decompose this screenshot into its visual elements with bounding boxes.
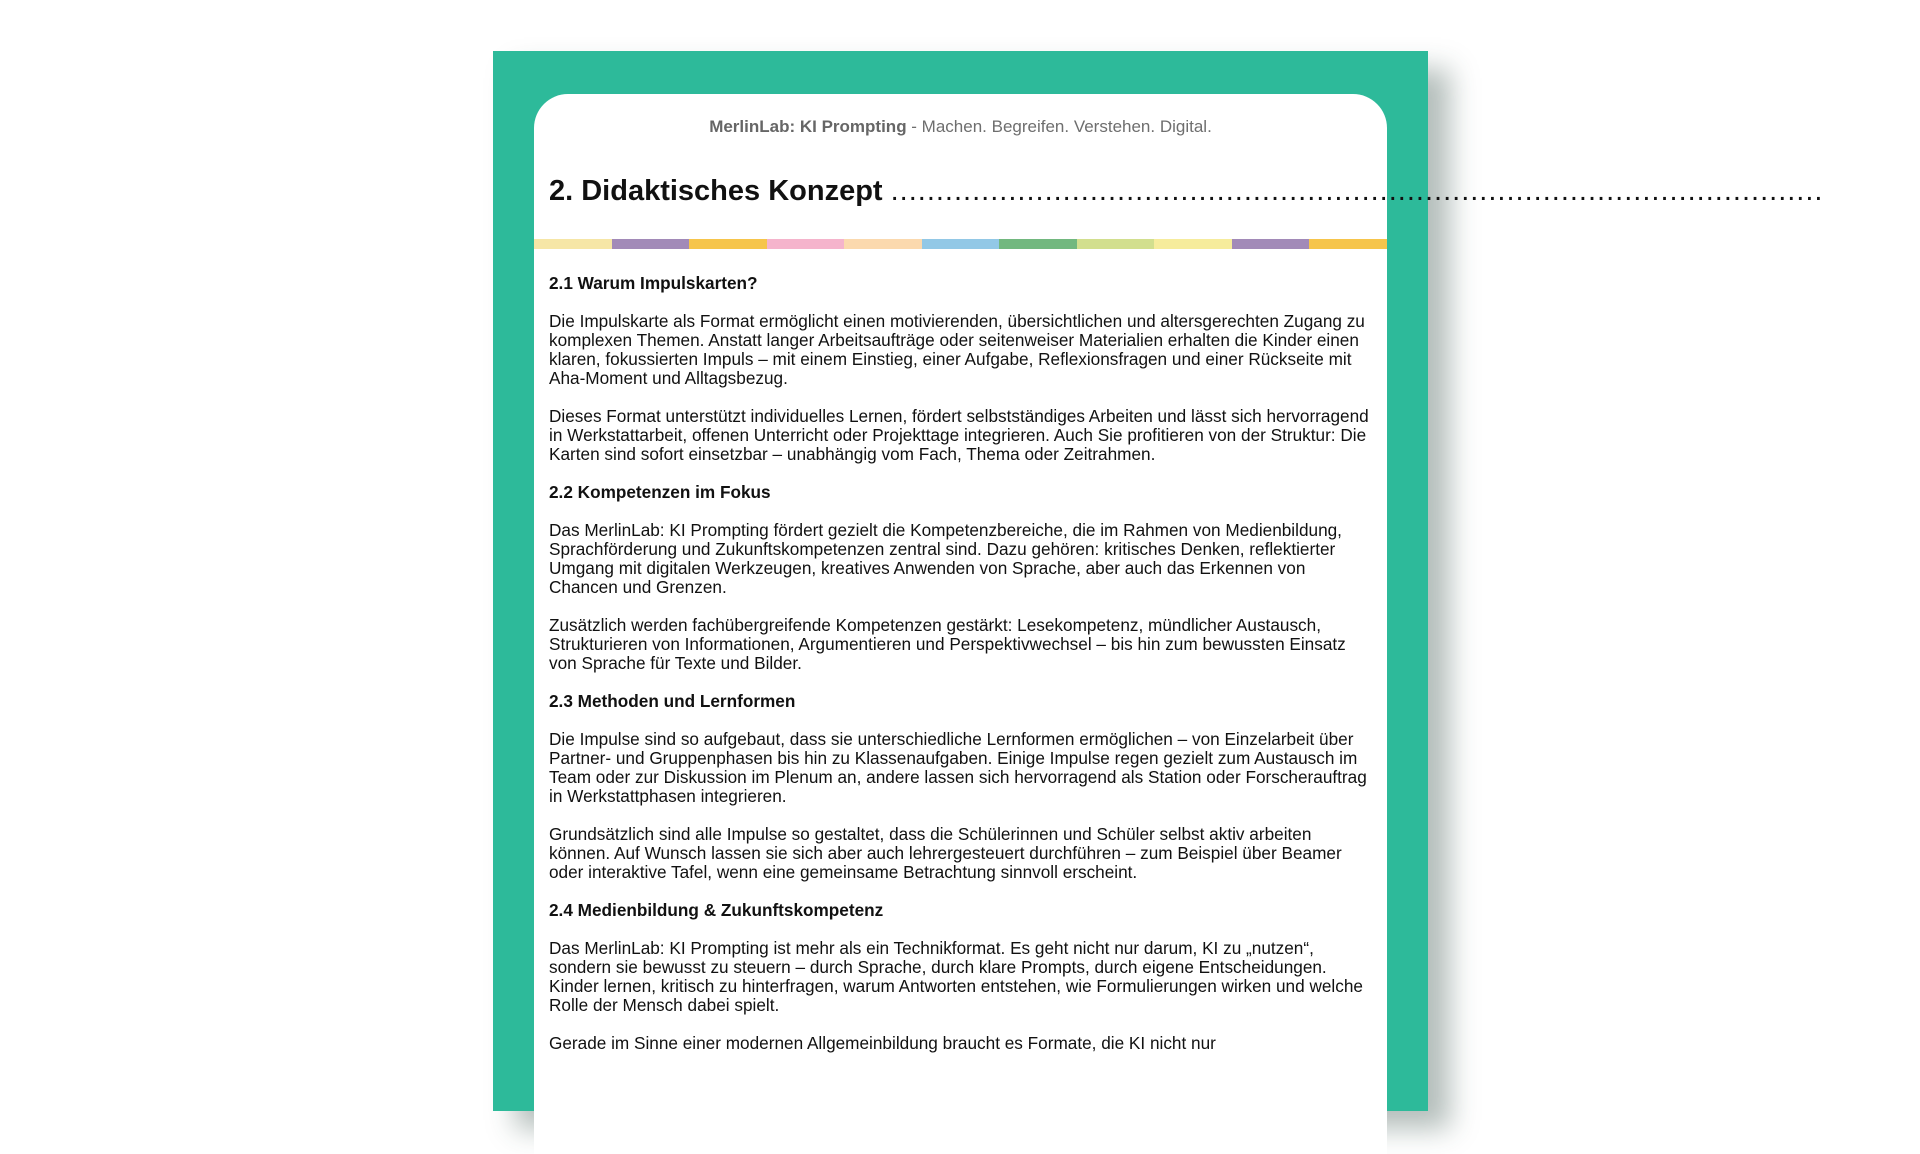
stripe-segment — [999, 239, 1077, 249]
stripe-segment — [922, 239, 1000, 249]
stripe-segment — [612, 239, 690, 249]
paragraph: Die Impulse sind so aufgebaut, dass sie unterschiedliche Lernformen ermöglichen – von Einzelarbeit über Partner- und Gruppenphasen bis hin zu Klassenaufgaben. Einige Impulse regen gezielt zum Austausch im Team oder zur Diskussion im Plenum an, andere lassen sich hervorragend als Station oder Forscherauftrag in Werkstattphasen integrieren. — [549, 729, 1367, 806]
subsection-heading-2-4: 2.4 Medienbildung & Zukunftskompetenz — [549, 900, 884, 920]
stripe-segment — [767, 239, 845, 249]
stripe-segment — [534, 239, 612, 249]
stripe-segment — [1232, 239, 1310, 249]
paragraph: Die Impulskarte als Format ermöglicht einen motivierenden, übersichtlichen und altersgerechten Zugang zu komplexen Themen. Anstatt langer Arbeitsaufträge oder seitenweiser Materialien erhalten die Kinder einen klaren, fokussierten Impuls – mit einem Einstieg, einer Aufgabe, Reflexionsfragen und einer Rückseite mit Aha-Moment und Alltagsbezug. — [549, 311, 1365, 388]
color-stripe-divider — [534, 239, 1387, 249]
paragraph: Zusätzlich werden fachübergreifende Kompetenzen gestärkt: Lesekompetenz, mündlicher Austausch, Strukturieren von Informationen, Argumentieren und Perspektivwechsel – bis hin zum bewussten Einsatz von Sprache für Texte und Bilder. — [549, 615, 1346, 673]
subsection-heading-2-3: 2.3 Methoden und Lernformen — [549, 691, 796, 711]
document-frame — [493, 51, 1824, 1111]
paragraph: Das MerlinLab: KI Prompting fördert gezielt die Kompetenzbereiche, die im Rahmen von Medienbildung, Sprachförderung und Zukunftskompetenzen zentral sind. Dazu gehören: kritisches Denken, reflektierter Umgang mit digitalen Werkzeugen, kreatives Anwenden von Sprache, aber auch das Erkennen von Chancen und Grenzen. — [549, 520, 1342, 597]
paragraph: Gerade im Sinne einer modernen Allgemeinbildung braucht es Formate, die KI nicht nur — [549, 1033, 1216, 1053]
section-title-text: 2. Didaktisches Konzept — [549, 175, 883, 207]
section-title — [549, 175, 1824, 208]
paragraph: Grundsätzlich sind alle Impulse so gestaltet, dass die Schülerinnen und Schüler selbst aktiv arbeiten können. Auf Wunsch lassen sie sich aber auch lehrergesteuert durchführen – zum Beispiel über Beamer oder interaktive Tafel, wenn eine gemeinsame Betrachtung sinnvoll erscheint. — [549, 824, 1342, 882]
paragraph: Dieses Format unterstützt individuelles Lernen, fördert selbstständiges Arbeiten und lässt sich hervorragend in Werkstattarbeit, offenen Unterricht oder Projekttage integrieren. Auch Sie profitieren von der Struktur: Die Karten sind sofort einsetzbar – unabhängig vom Fach, Thema oder Zeitrahmen. — [549, 406, 1369, 464]
stripe-segment — [689, 239, 767, 249]
stripe-segment — [1309, 239, 1387, 249]
running-header — [534, 117, 1387, 137]
paragraph: Das MerlinLab: KI Prompting ist mehr als ein Technikformat. Es geht nicht nur darum, KI zu „nutzen“, sondern sie bewusst zu steuern – durch Sprache, durch klare Prompts, durch eigene Entscheidungen. Kinder lernen, kritisch zu hinterfragen, warum Antworten entstehen, wie Formulierungen wirken und welche Rolle der Mensch dabei spielt. — [549, 938, 1363, 1015]
header-brand: MerlinLab: KI Prompting — [709, 117, 907, 136]
document-body — [549, 274, 1369, 1072]
stripe-segment — [1077, 239, 1155, 249]
subsection-heading-2-2: 2.2 Kompetenzen im Fokus — [549, 482, 771, 502]
header-tagline: - Machen. Begreifen. Verstehen. Digital. — [906, 117, 1212, 136]
section-title-dot-leader: ....................................................................................................... — [890, 175, 1824, 207]
subsection-heading-2-1: 2.1 Warum Impulskarten? — [549, 273, 758, 293]
document-page — [534, 94, 1824, 1154]
stripe-segment — [844, 239, 922, 249]
stripe-segment — [1154, 239, 1232, 249]
